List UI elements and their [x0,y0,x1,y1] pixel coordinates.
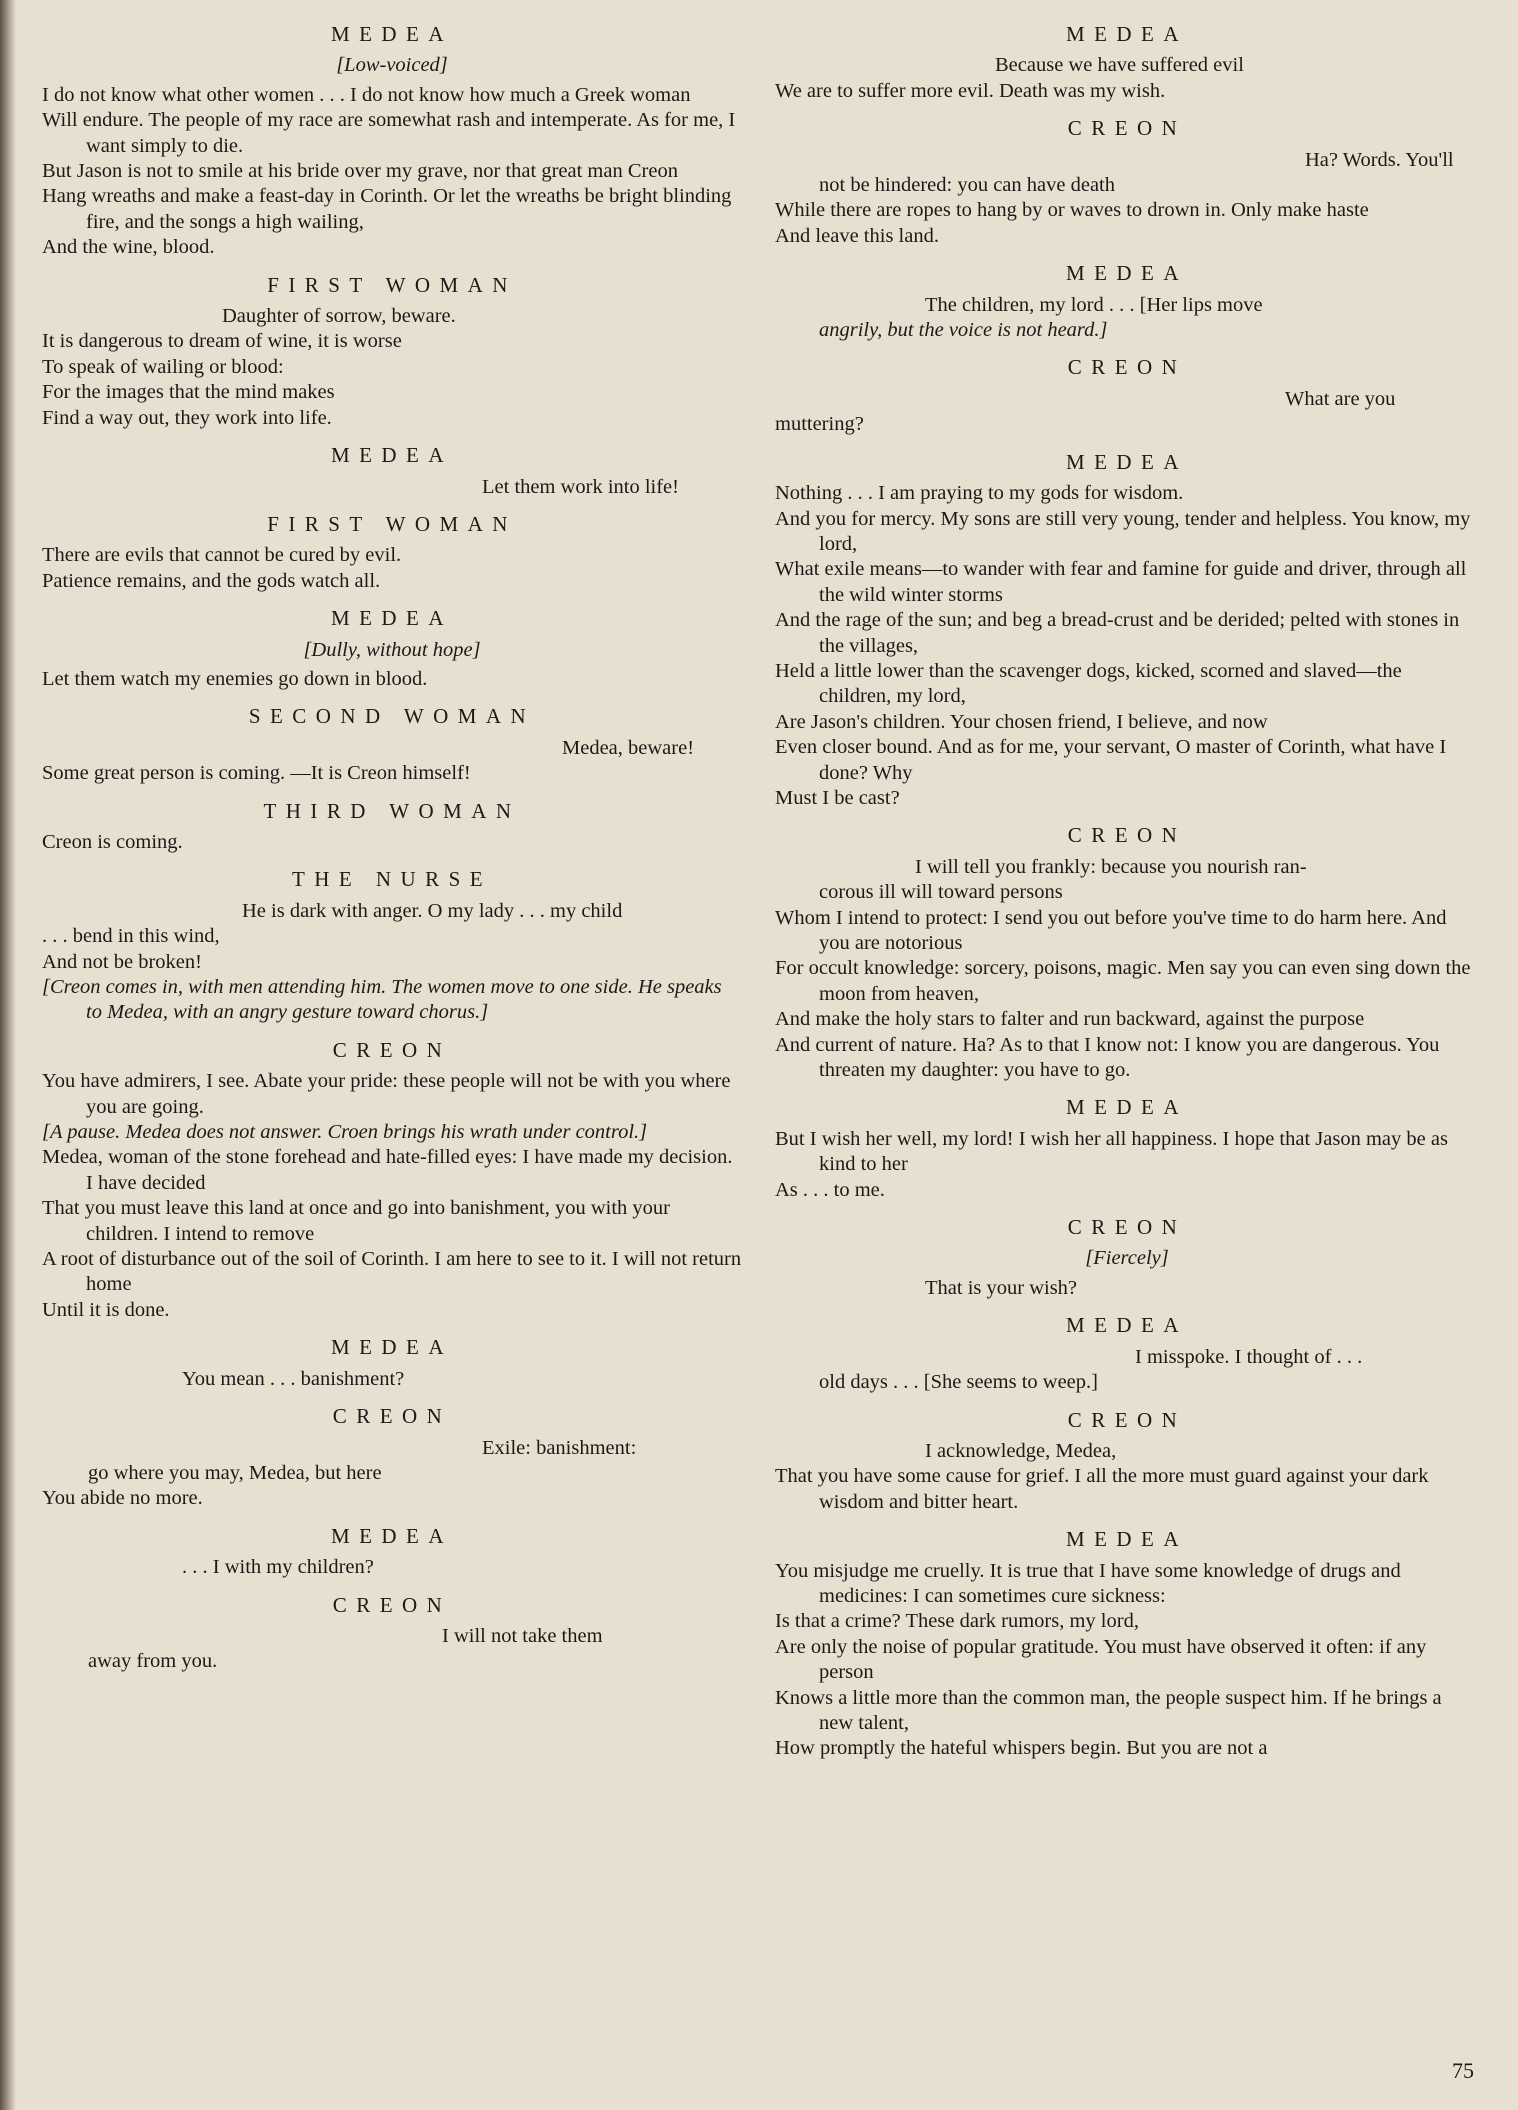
verse-line: muttering? [775,413,864,436]
verse-line: That is your wish? [925,1276,1078,1299]
verse-line: The children, my lord . . . [Her lips move [925,293,1263,316]
verse-line: Is that a crime? These dark rumors, my lord, [775,1610,1139,1633]
speaker-name: CREON [1067,116,1187,141]
speech-block [42,273,742,431]
verse-line: away from you. [88,1650,218,1673]
verse-line: Ha? Words. You'll [1305,148,1454,171]
verse-line: That you have some cause for grief. I all the more must guard against your dark wisdom and bitter heart. [775,1465,1429,1513]
speaker-name: THE NURSE [292,867,492,892]
stage-direction-line: [Creon comes in, with men attending him. The women move to one side. He speaks to Medea, with an angry gesture toward chorus.] [42,976,722,1024]
verse-line: For the images that the mind makes [42,381,335,404]
verse-line: Exile: banishment: [482,1436,637,1459]
speech-block [775,450,1479,812]
verse-line: I will not take them [442,1624,603,1647]
speaker-name: CREON [1067,823,1187,848]
verse-line: But I wish her well, my lord! I wish her all happiness. I hope that Jason may be as kind to her [775,1127,1448,1176]
verse-line: How promptly the hateful whispers begin. But you are not a [775,1737,1268,1760]
stage-direction: [Fiercely] [1085,1247,1169,1270]
speech-block [42,1593,742,1675]
verse-line: I acknowledge, Medea, [925,1439,1117,1462]
verse-line: Even closer bound. And as for me, your servant, O master of Corinth, what have I done? Why [775,736,1447,784]
verse-line: Whom I intend to protect: I send you out before you've time to do harm here. And you are notorious [775,906,1447,954]
verse-line: Medea, woman of the stone forehead and hate-filled eyes: I have made my decision. I have decided [42,1146,733,1194]
page-number: 75 [1452,2058,1474,2083]
speech-block [42,1524,742,1581]
speaker-name: THIRD WOMAN [263,798,521,823]
verse-line: It is dangerous to dream of wine, it is worse [42,330,402,353]
left-column [42,16,742,1687]
verse-line: go where you may, Medea, but here [88,1461,382,1484]
speaker-name: MEDEA [331,443,453,468]
speaker-name: FIRST WOMAN [267,272,517,297]
speech-block [775,1408,1479,1516]
book-page [42,16,1482,2076]
verse-line: To speak of wailing or blood: [42,355,284,378]
speech-block [775,116,1479,249]
verse-line: Knows a little more than the common man, the people suspect him. If he brings a new talent, [775,1686,1442,1734]
speech-block [42,867,742,1025]
verse-line: And the wine, blood. [42,236,215,259]
speaker-name: CREON [332,1404,452,1429]
speech-block [42,443,742,500]
verse-line: And make the holy stars to falter and run backward, against the purpose [775,1008,1365,1031]
verse-line: Daughter of sorrow, beware. [222,305,456,328]
verse-line: We are to suffer more evil. Death was my wish. [775,79,1166,102]
verse-line: . . . I with my children? [182,1556,374,1579]
verse-line: And leave this land. [775,224,939,247]
speech-block [42,1404,742,1512]
speech-block [42,512,742,594]
verse-line: You misjudge me cruelly. It is true that I have some knowledge of drugs and medicines: I can sometimes cure sickness: [775,1559,1401,1607]
speaker-name: CREON [332,1592,452,1617]
verse-line: You have admirers, I see. Abate your pride: these people will not be with you where you are going. [42,1070,731,1118]
verse-line: A root of disturbance out of the soil of Corinth. I am here to see to it. I will not return home [42,1248,742,1296]
verse-line: Until it is done. [42,1298,170,1321]
speech-block [42,606,742,692]
speaker-name: MEDEA [1066,22,1188,46]
speech-block [42,799,742,856]
verse-line: That you must leave this land at once and go into banishment, you with your children. I intend to remove [42,1197,670,1245]
stage-direction-line: angrily, but the voice is not heard.] [819,319,1108,342]
speech-block [775,355,1479,437]
speech-block [775,22,1479,104]
speaker-name: MEDEA [1066,1095,1188,1120]
speaker-name: MEDEA [1066,1313,1188,1338]
verse-line: And the rage of the sun; and beg a bread-crust and be derided; pelted with stones in the villages, [775,609,1460,657]
speaker-name: MEDEA [331,1523,453,1548]
verse-line: But Jason is not to smile at his bride over my grave, nor that great man Creon [42,160,678,183]
speech-block [42,704,742,786]
verse-line: You mean . . . banishment? [182,1367,405,1390]
speaker-name: MEDEA [1066,261,1188,286]
verse-line: There are evils that cannot be cured by evil. [42,544,402,567]
verse-line: For occult knowledge: sorcery, poisons, magic. Men say you can even sing down the moon from heaven, [775,957,1471,1005]
verse-line: As . . . to me. [775,1178,885,1201]
speaker-name: FIRST WOMAN [267,511,517,536]
speech-block [775,1313,1479,1395]
verse-line: And current of nature. Ha? As to that I know not: I know you are dangerous. You threaten my daughter: you have to go. [775,1033,1440,1082]
verse-line: Held a little lower than the scavenger dogs, kicked, scorned and slaved—the children, my lord, [775,659,1402,708]
verse-line: Patience remains, and the gods watch all. [42,569,381,592]
page-edge-shadow [0,0,16,2110]
verse-line: not be hindered: you can have death [819,174,1115,197]
speaker-name: MEDEA [331,606,453,631]
speech-block [775,823,1479,1083]
speaker-name: SECOND WOMAN [248,704,536,729]
verse-line: While there are ropes to hang by or waves to drown in. Only make haste [775,199,1369,222]
verse-line: Some great person is coming. —It is Creon himself! [42,762,471,785]
speaker-name: CREON [332,1037,452,1062]
verse-line: Let them watch my enemies go down in blood. [42,667,428,690]
speaker-name: MEDEA [1066,1527,1188,1552]
speaker-name: MEDEA [331,1335,453,1360]
speech-block [42,1335,742,1392]
verse-line: Hang wreaths and make a feast-day in Corinth. Or let the wreaths be bright blinding fire, and the songs a high wailing, [42,185,732,233]
verse-line: corous ill will toward persons [819,881,1063,904]
stage-direction: [Dully, without hope] [303,638,481,661]
verse-line: old days . . . [She seems to weep.] [819,1371,1098,1394]
verse-line: I misspoke. I thought of . . . [1135,1345,1363,1368]
verse-line: Will endure. The people of my race are somewhat rash and intemperate. As for me, I want simply to die. [42,109,736,157]
verse-line: Nothing . . . I am praying to my gods for wisdom. [775,482,1184,505]
verse-line: And you for mercy. My sons are still very young, tender and helpless. You know, my lord, [775,507,1471,555]
verse-line: Are only the noise of popular gratitude. You must have observed it often: if any person [775,1635,1427,1684]
speech-block [775,1527,1479,1762]
speaker-name: CREON [1067,1215,1187,1240]
verse-line: You abide no more. [42,1487,203,1510]
speaker-name: MEDEA [331,22,453,46]
verse-line: Creon is coming. [42,830,183,853]
verse-line: Medea, beware! [562,736,695,759]
verse-line: I will tell you frankly: because you nourish ran- [915,855,1307,878]
speech-block [42,1038,742,1323]
stage-direction-line: [A pause. Medea does not answer. Croen brings his wrath under control.] [42,1121,648,1144]
speaker-name: MEDEA [1066,449,1188,474]
speech-block [775,1215,1479,1301]
speaker-name: CREON [1067,1407,1187,1432]
verse-line: What exile means—to wander with fear and famine for guide and driver, through all the wild winter storms [775,558,1467,606]
stage-direction: [Low-voiced] [336,54,448,77]
verse-line: Because we have suffered evil [995,54,1244,77]
verse-line: Let them work into life! [482,475,679,498]
speech-block [775,1095,1479,1203]
verse-line: Must I be cast? [775,786,900,809]
verse-line: Are Jason's children. Your chosen friend, I believe, and now [775,710,1268,733]
speaker-name: CREON [1067,355,1187,380]
speech-block [775,261,1479,343]
verse-line: Find a way out, they work into life. [42,406,332,429]
verse-line: I do not know what other women . . . I do not know how much a Greek woman [42,83,691,106]
verse-line: . . . bend in this wind, [42,925,220,948]
speech-block [42,22,742,261]
verse-line: What are you [1285,387,1396,410]
verse-line: He is dark with anger. O my lady . . . my child [242,899,623,922]
verse-line: And not be broken! [42,950,202,973]
right-column [775,16,1479,1774]
